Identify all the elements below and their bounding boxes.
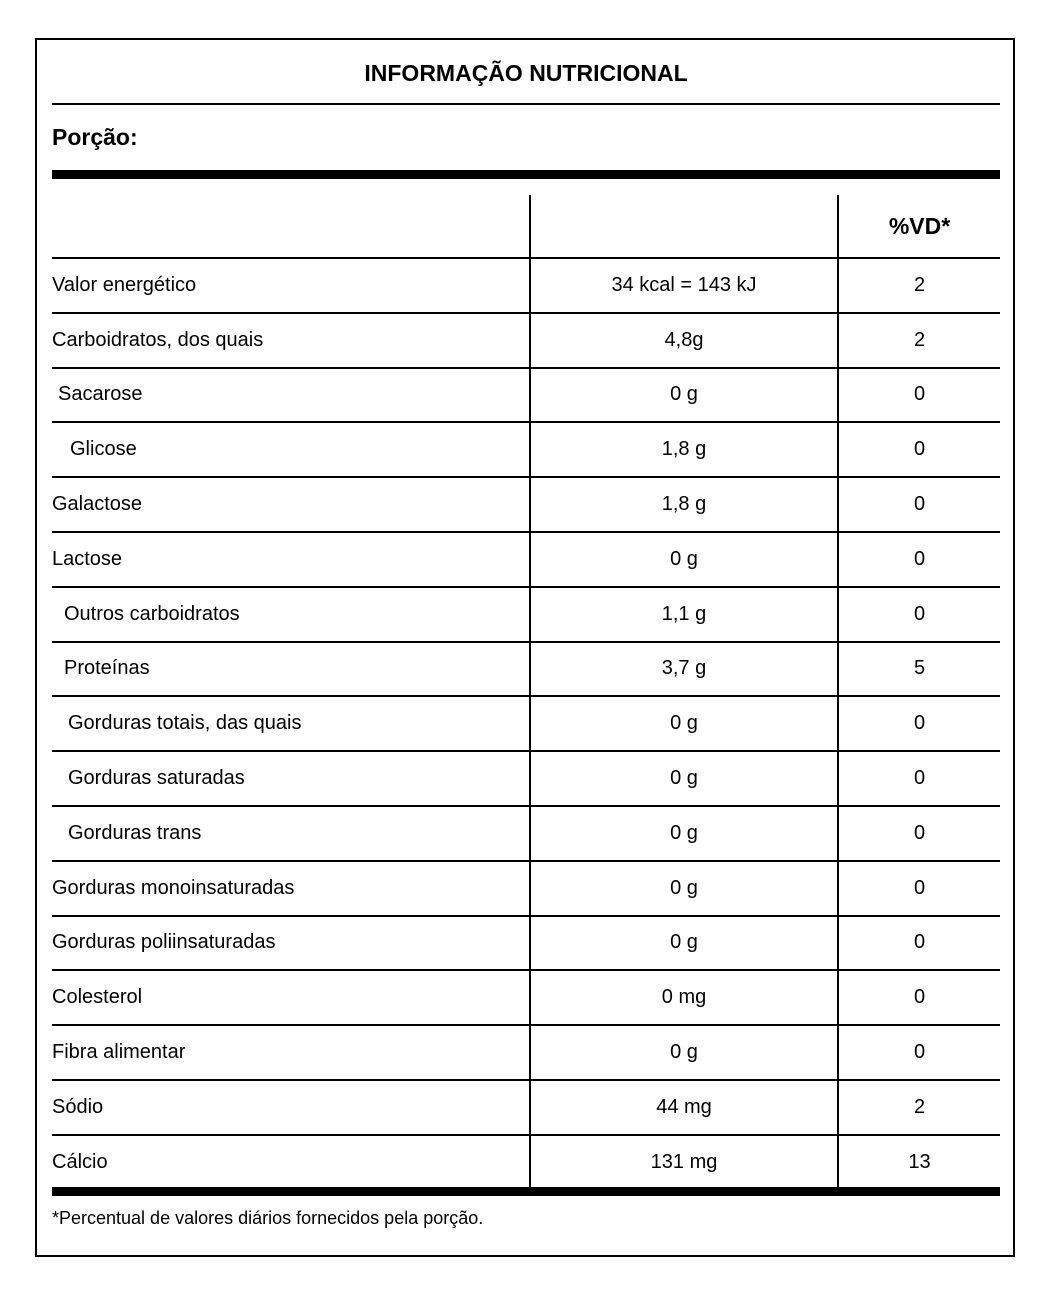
nutrient-quantity: 0 g [670,931,698,954]
table-row [52,805,1000,860]
nutrient-name: Colesterol [52,986,143,1009]
nutrient-name: Galactose [52,493,143,516]
nutrient-quantity: 0 g [670,767,698,790]
portion-divider [52,170,1000,179]
nutrient-dv: 0 [913,712,926,735]
table-row [52,1134,1000,1189]
nutrient-dv: 0 [913,1041,926,1064]
nutrient-name: Fibra alimentar [52,1041,186,1064]
nutrient-name: Carboidratos, dos quais [52,328,264,351]
label-title: INFORMAÇÃO NUTRICIONAL [364,60,688,86]
nutrient-name: Gorduras poliinsaturadas [52,931,276,954]
nutrient-dv: 2 [913,273,926,296]
nutrient-dv: 0 [913,547,926,570]
nutrient-quantity: 0 g [670,383,698,406]
nutrient-name: Outros carboidratos [64,602,240,625]
nutrient-quantity: 44 mg [656,1095,712,1118]
table-row [52,641,1000,696]
nutrient-dv: 0 [913,986,926,1009]
dv-column-header: %VD* [888,213,951,239]
nutrient-quantity: 0 g [670,712,698,735]
nutrient-dv: 0 [913,876,926,899]
nutrient-dv: 0 [913,931,926,954]
nutrient-name: Lactose [52,547,123,570]
nutrient-quantity: 1,8 g [661,493,707,516]
nutrient-quantity: 0 g [670,821,698,844]
nutrient-quantity: 1,8 g [661,438,707,461]
nutrient-quantity: 0 mg [661,986,707,1009]
table-row [52,476,1000,531]
nutrient-quantity: 4,8g [664,328,704,351]
nutrient-table [52,257,1000,1189]
nutrient-name: Gorduras monoinsaturadas [52,876,295,899]
nutrient-quantity: 131 mg [650,1150,718,1173]
nutrient-name: Glicose [70,438,137,461]
nutrient-quantity: 0 g [670,1041,698,1064]
table-bottom-divider [52,1187,1000,1196]
table-row [52,750,1000,805]
nutrient-name: Gorduras totais, das quais [68,712,302,735]
table-row [52,969,1000,1024]
nutrient-dv: 0 [913,821,926,844]
nutrient-quantity: 3,7 g [661,657,707,680]
nutrient-dv: 0 [913,383,926,406]
table-row [52,257,1000,312]
nutrient-dv: 13 [908,1150,931,1173]
nutrient-name: Gorduras trans [68,821,202,844]
table-row [52,915,1000,970]
nutrient-dv: 2 [913,328,926,351]
nutrient-dv: 5 [913,657,926,680]
table-row [52,860,1000,915]
nutrient-dv: 0 [913,767,926,790]
table-row [52,367,1000,422]
table-row [52,695,1000,750]
nutrient-dv: 2 [913,1095,926,1118]
nutrient-name: Cálcio [52,1150,108,1173]
nutrient-quantity: 34 kcal = 143 kJ [611,273,757,296]
footnote: *Percentual de valores diários fornecidos pela porção. [52,1208,484,1228]
table-row [52,312,1000,367]
table-row [52,531,1000,586]
nutrient-quantity: 1,1 g [661,602,707,625]
nutrient-dv: 0 [913,602,926,625]
nutrient-quantity: 0 g [670,547,698,570]
nutrient-name: Valor energético [52,273,197,296]
nutrient-name: Gorduras saturadas [68,767,245,790]
nutrient-dv: 0 [913,493,926,516]
title-divider [52,103,1000,105]
table-row [52,1024,1000,1079]
nutrient-name: Sódio [52,1095,104,1118]
nutrient-name: Proteínas [64,657,150,680]
nutrient-name: Sacarose [58,383,143,406]
nutrient-dv: 0 [913,438,926,461]
portion-label: Porção: [52,124,138,150]
table-row [52,421,1000,476]
table-row [52,1079,1000,1134]
nutrient-quantity: 0 g [670,876,698,899]
table-row [52,586,1000,641]
